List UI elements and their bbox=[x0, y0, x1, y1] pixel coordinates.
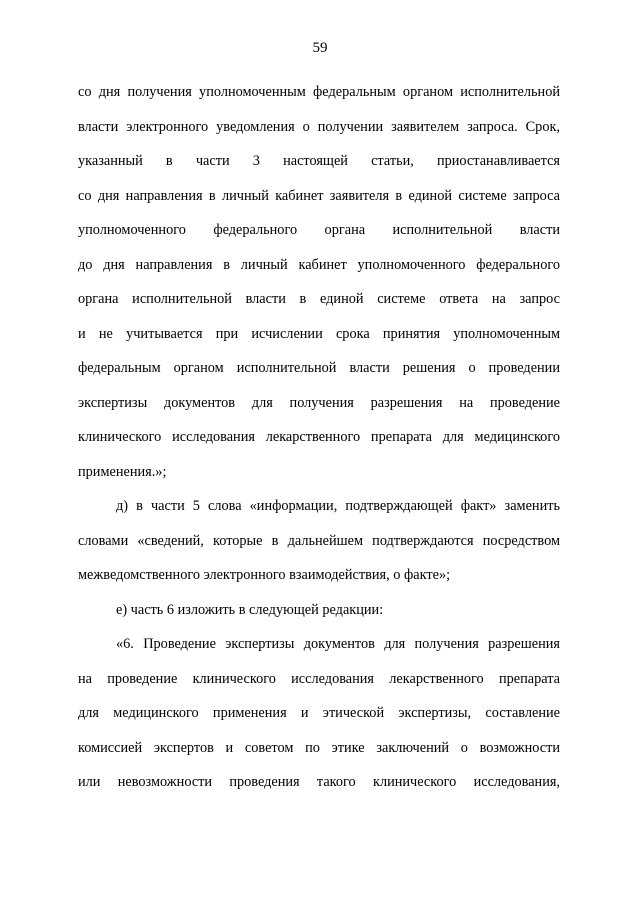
paragraph-item-d bbox=[78, 489, 560, 593]
text-line: применения.»; bbox=[78, 463, 167, 480]
text-line: и не учитывается при исчислении срока принятия уполномоченным bbox=[78, 325, 560, 342]
text-line: клинического исследования лекарственного препарата для медицинского bbox=[78, 429, 560, 445]
text-line: или невозможности проведения такого клинического исследования, bbox=[78, 774, 560, 790]
text-line: комиссией экспертов и советом по этике заключений о возможности bbox=[78, 739, 560, 756]
text-line: межведомственного электронного взаимодействия, о факте»; bbox=[78, 567, 451, 583]
text-line: власти электронного уведомления о получении заявителем запроса. Срок, bbox=[78, 118, 560, 135]
paragraph-item-e bbox=[78, 593, 560, 628]
text-line: словами «сведений, которые в дальнейшем подтверждаются посредством bbox=[78, 532, 560, 549]
text-line: на проведение клинического исследования лекарственного препарата bbox=[78, 670, 560, 687]
paragraph-part-6 bbox=[78, 627, 560, 800]
paragraph-continuation bbox=[78, 75, 560, 489]
text-line: федеральным органом исполнительной власти решения о проведении bbox=[78, 360, 560, 376]
text-line: со дня направления в личный кабинет заявителя в единой системе запроса bbox=[78, 187, 560, 204]
text-line: д) в части 5 слова «информации, подтверждающей факт» заменить bbox=[116, 498, 560, 514]
text-line: органа исполнительной власти в единой системе ответа на запрос bbox=[78, 291, 560, 307]
text-line: для медицинского применения и этической экспертизы, составление bbox=[78, 705, 560, 721]
text-line: экспертизы документов для получения разрешения на проведение bbox=[78, 394, 560, 411]
page-number: 59 bbox=[312, 40, 328, 56]
document-body bbox=[78, 75, 560, 800]
text-line: уполномоченного федерального органа исполнительной власти bbox=[78, 222, 560, 238]
text-line: со дня получения уполномоченным федеральным органом исполнительной bbox=[78, 84, 560, 100]
text-line: до дня направления в личный кабинет уполномоченного федерального bbox=[78, 256, 560, 273]
text-line: е) часть 6 изложить в следующей редакции: bbox=[116, 601, 384, 618]
text-line: «6. Проведение экспертизы документов для получения разрешения bbox=[116, 636, 560, 652]
text-line: указанный в части 3 настоящей статьи, приостанавливается bbox=[78, 153, 560, 169]
